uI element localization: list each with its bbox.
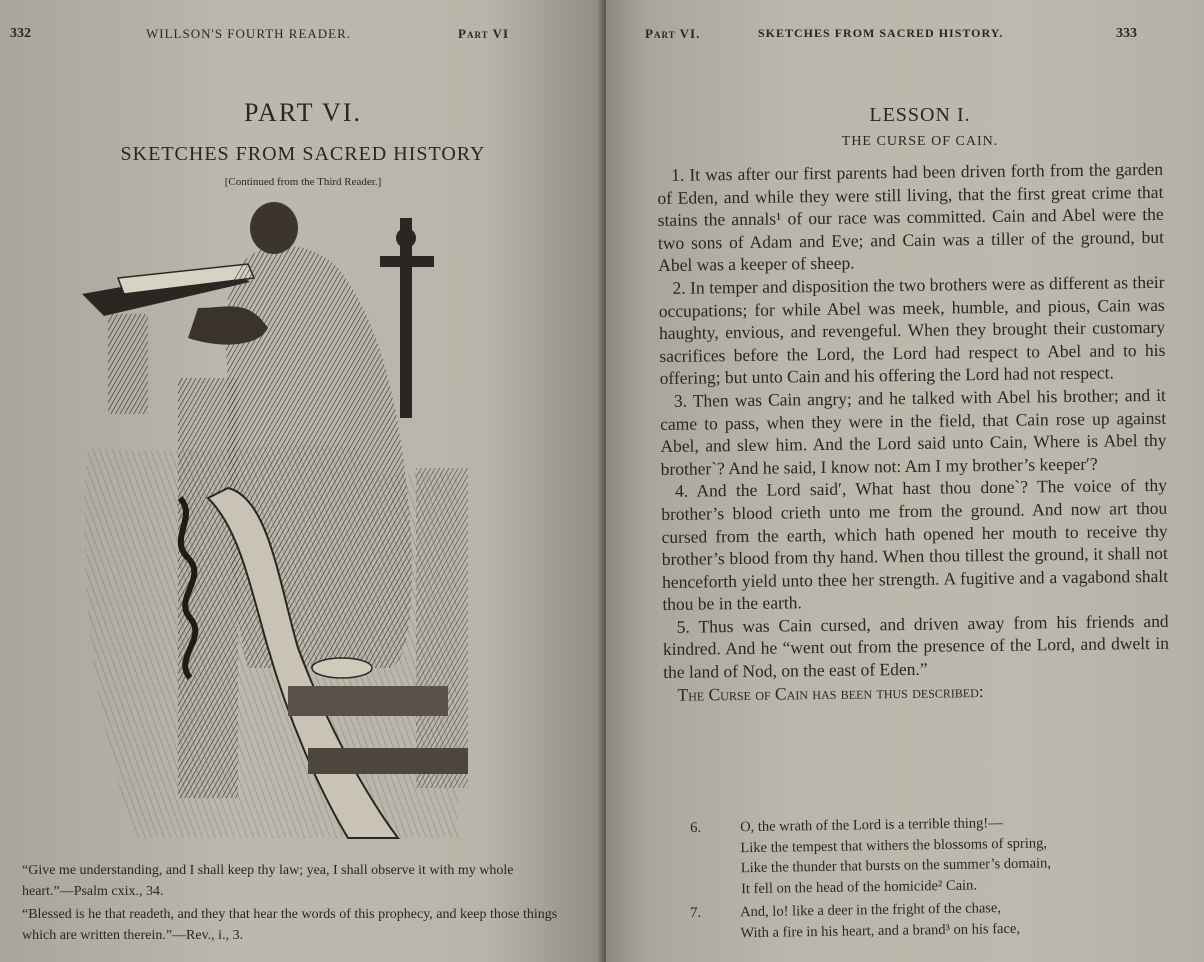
lesson-body [657,158,1170,706]
paragraph-4: 4. And the Lord said′, What hast thou done`? The voice of thy brother’s blood crieth unto me from the ground. And now art thou cursed from the earth, which hath opened her mouth to receive thy brother’s blood from thy hand. When thou tillest the ground, it shall not henceforth yield unto thee her strength. A fugitive and a vagabond shalt thou be in the earth. [661,475,1169,615]
lesson-subtitle: THE CURSE OF CAIN. [841,134,999,149]
verse-line: And, lo! like a deer in the fright of the chase, [740,900,1002,921]
paragraph-3: 3. Then was Cain angry; and he talked with Abel his brother; and it came to pass, when they were in the field, that Cain rose up against Abel, and slew him. And the Lord said unto Cain, Where is Abel thy brother`? And he said, I know not: Am I my brother’s keeper′? [660,384,1167,479]
right-running-head: SKETCHES FROM SACRED HISTORY. [758,26,1004,40]
caption-revelation: “Blessed is he that readeth, and they that hear the words of this prophecy, and keep those things which are written therein.”—Rev., i., 3. [22,907,558,943]
left-running-head: WILLSON'S FOURTH READER. [146,26,352,41]
verse-line: With a fire in his heart, and a brand³ on his face, [740,920,1021,941]
paragraph-2: 2. In temper and disposition the two brothers were as different as their occupations; for while Abel was meek, humble, and pious, Cain was haughty, envious, and revengeful. When they brought their customary sacrifices before the Lord, the Lord had respect to Abel and to his offering; but unto Cain and his offering the Lord had not respect. [658,271,1166,389]
right-running-section: Part VI. [645,26,701,41]
verse-line: Like the thunder that bursts on the summer’s domain, [740,855,1052,877]
caption-psalm: “Give me understanding, and I shall keep thy law; yea, I shall observe it with my whole heart.”—Psalm cxix., 34. [22,863,514,899]
part-title: PART VI. [243,98,362,127]
lesson-title: LESSON I. [869,104,971,126]
stanza-number: 7. [690,904,702,921]
paragraph-5: 5. Thus was Cain cursed, and driven away from his friends and kindred. And he “went out from the presence of the Lord, and dwelt in the land of Nod, on the east of Eden.” [662,610,1170,683]
right-page-number: 333 [1116,26,1137,41]
verse-line: Like the tempest that withers the blossoms of spring, [740,834,1048,856]
paragraph-1: 1. It was after our first parents had been driven forth from the garden of Eden, and while they were still living, that the first great crime that stains the annals¹ of our race was committed. Cain and Abel were the two sons of Adam and Eve; and Cain was a tiller of the ground, but Abel was a keeper of sheep. [657,158,1165,276]
verse-line: It fell on the head of the homicide² Cain. [740,877,978,897]
stanza-number: 6. [690,819,702,836]
verse-line: O, the wrath of the Lord is a terrible thing!— [740,815,1003,836]
left-page-number: 332 [10,26,31,41]
poem-intro: The Curse of Cain has been thus described: [677,680,984,705]
part-subtitle: SKETCHES FROM SACRED HISTORY [120,143,486,165]
continued-note: [Continued from the Third Reader.] [224,176,382,188]
stanza-6 [690,811,1161,900]
stanza-7 [690,896,1161,944]
monk-at-lectern-engraving [78,198,470,858]
left-running-section: Part VI [458,26,510,41]
